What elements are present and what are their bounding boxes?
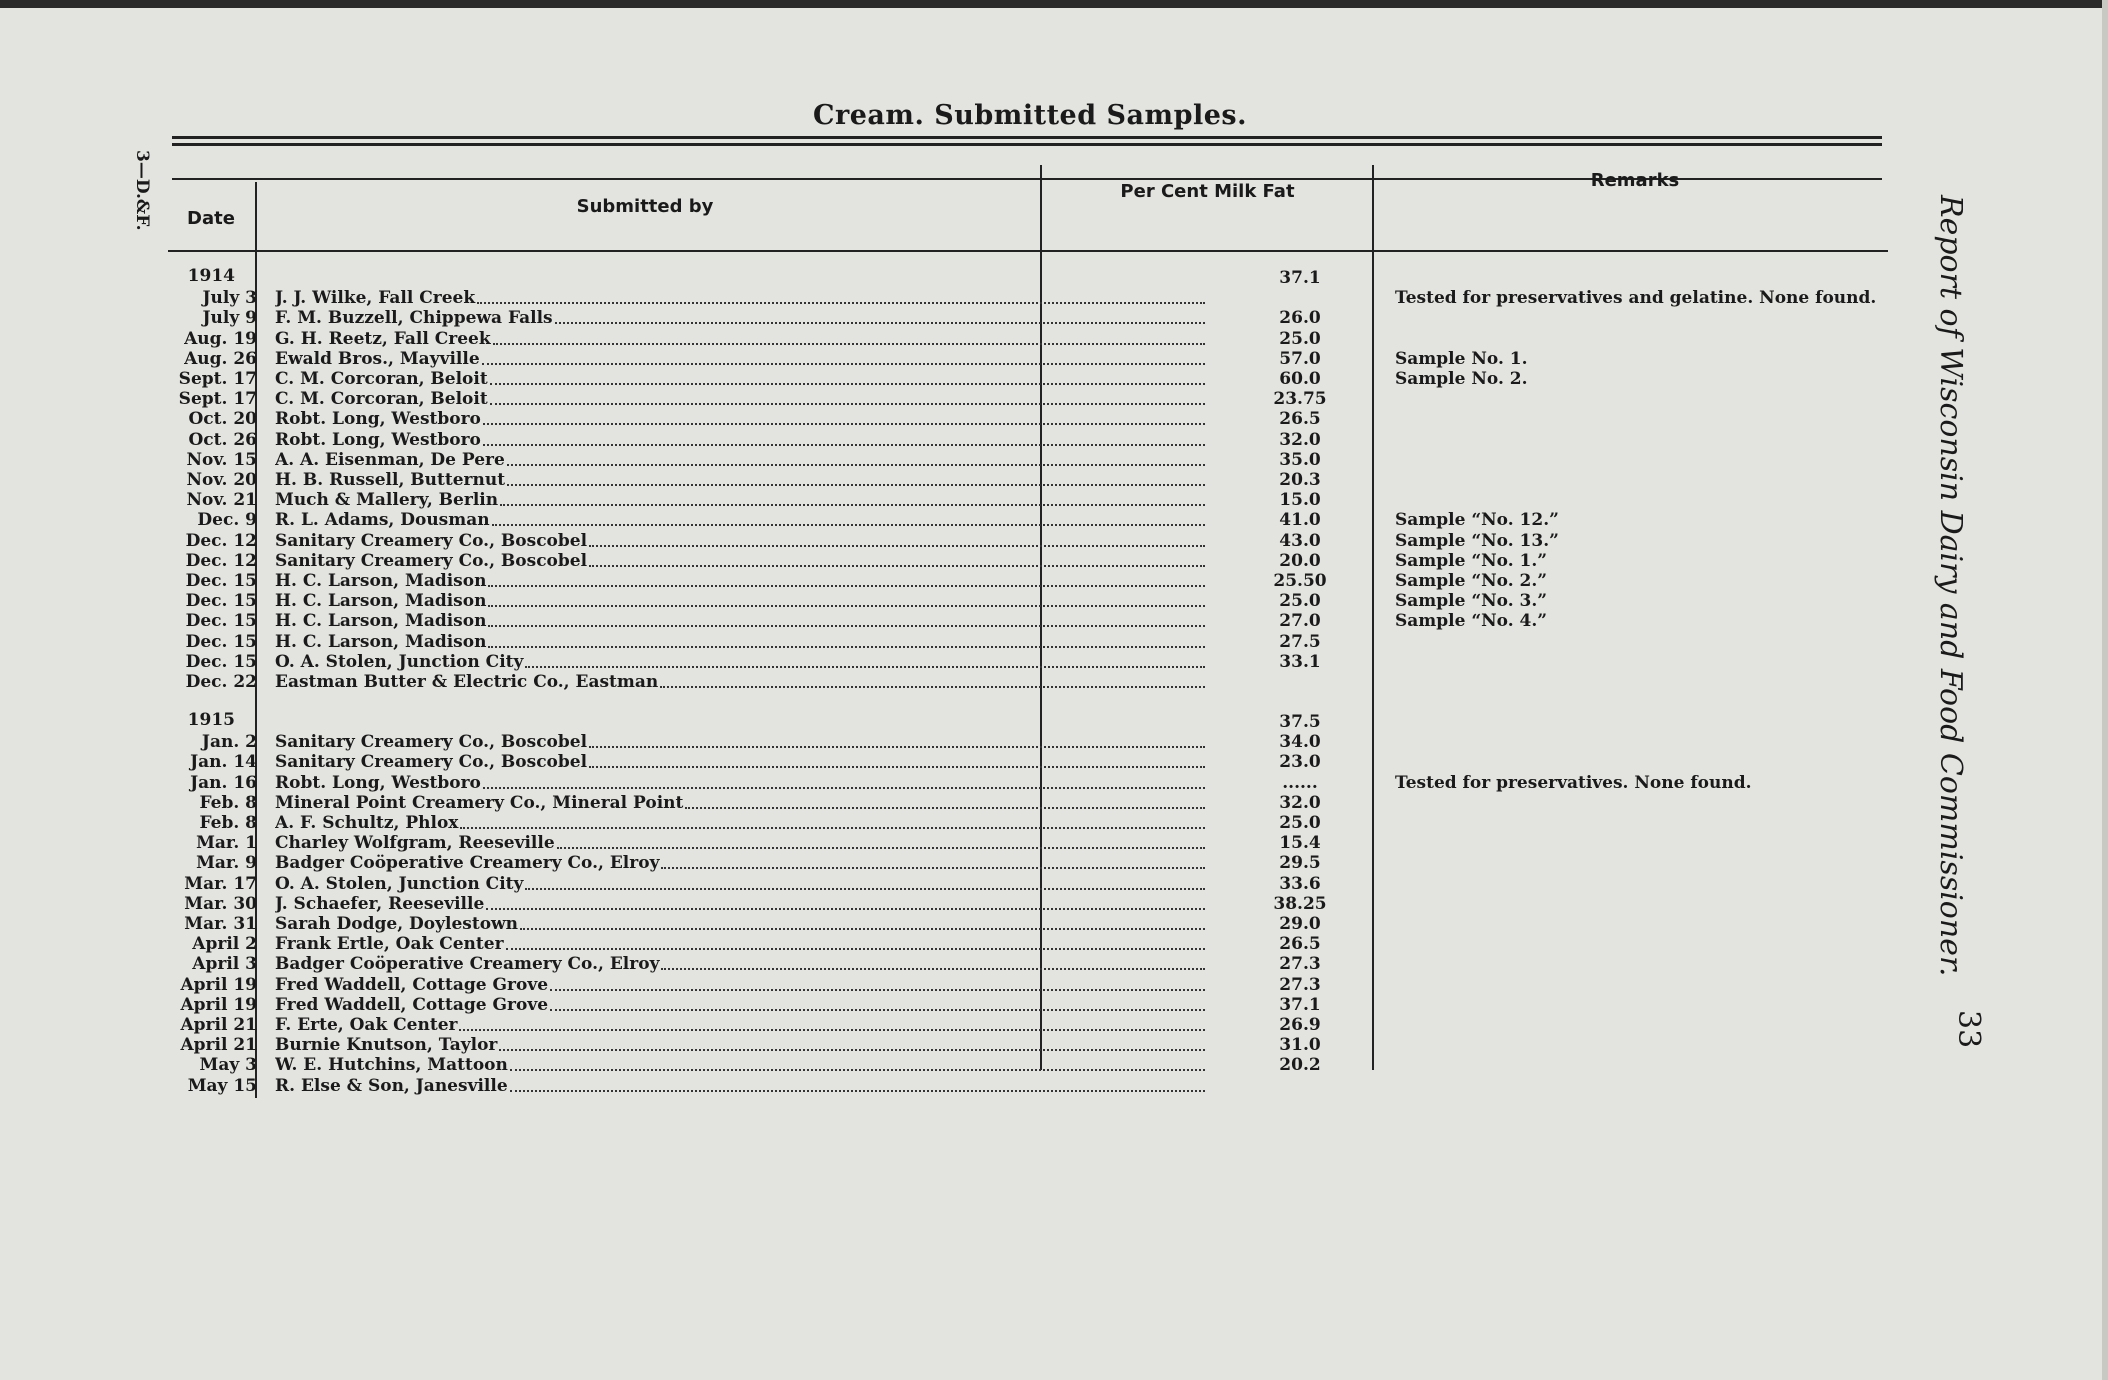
table-row [165, 995, 1905, 1015]
submitter-name: O. A. Stolen, Junction City [275, 873, 524, 894]
date-cell: Dec. 22 [185, 672, 257, 692]
dot-leader [589, 531, 1205, 547]
fat-cell: 23.75 [1273, 389, 1327, 410]
fat-cell: 34.0 [1279, 732, 1321, 753]
fat-cell: 37.1 [1279, 994, 1321, 1015]
dot-leader [486, 894, 1205, 910]
table-row [165, 954, 1905, 974]
remark-cell: Tested for preservatives. None found. [1395, 772, 1752, 793]
dot-leader [483, 430, 1205, 446]
page-title: Cream. Submitted Samples. [813, 100, 1247, 131]
submitter-cell [275, 1055, 1205, 1075]
table-row [165, 591, 1905, 611]
table-row [165, 975, 1905, 995]
dot-leader [488, 611, 1205, 627]
table-row [165, 853, 1905, 873]
fat-cell: 15.0 [1279, 490, 1321, 511]
submitter-cell [275, 894, 1205, 914]
date-cell: Feb. 8 [199, 792, 257, 813]
dot-leader [482, 349, 1205, 365]
date-cell: July 9 [202, 308, 257, 329]
date-cell: July 3 [202, 288, 257, 309]
fat-cell: 37.1 [1279, 268, 1321, 288]
submitter-name: Robt. Long, Westboro [275, 409, 481, 430]
date-cell: Aug. 26 [184, 348, 257, 369]
date-cell: Mar. 31 [184, 914, 257, 934]
dot-leader [483, 409, 1205, 425]
date-cell: Feb. 8 [199, 813, 257, 833]
submitter-name: W. E. Hutchins, Mattoon [275, 1055, 508, 1076]
date-cell: April 3 [192, 954, 257, 975]
submitter-cell [275, 672, 1205, 692]
submitter-name: Robt. Long, Westboro [275, 772, 481, 793]
fat-cell: 43.0 [1279, 530, 1321, 551]
date-cell: Dec. 12 [185, 530, 257, 551]
date-cell: Oct. 26 [188, 429, 257, 450]
table-row [165, 369, 1905, 389]
submitter-name: Ewald Bros., Mayville [275, 348, 480, 369]
dot-leader [459, 1015, 1205, 1031]
remark-cell: Sample “No. 2.” [1395, 571, 1548, 591]
table-row [165, 510, 1905, 530]
table-row [165, 531, 1905, 551]
remark-cell: Sample “No. 4.” [1395, 611, 1548, 632]
fat-cell: 27.3 [1279, 954, 1321, 975]
table-row [165, 1015, 1905, 1035]
table-row [165, 470, 1905, 490]
dot-leader [488, 632, 1205, 648]
dot-leader [520, 914, 1205, 930]
submitter-name: A. F. Schultz, Phlox [275, 813, 459, 833]
submitter-cell [275, 732, 1205, 752]
fat-cell: 35.0 [1279, 449, 1321, 470]
submitter-cell [275, 793, 1205, 813]
submitter-cell [275, 874, 1205, 894]
submitter-cell [275, 329, 1205, 349]
scan-top-edge [0, 0, 2108, 8]
table-row [165, 672, 1905, 692]
dot-leader [460, 813, 1205, 829]
dot-leader [510, 1076, 1205, 1092]
fat-cell: 25.0 [1279, 328, 1321, 349]
remark-cell: Sample “No. 3.” [1395, 591, 1548, 612]
dot-leader [490, 389, 1205, 405]
date-cell: Aug. 19 [184, 328, 257, 349]
table-row [165, 349, 1905, 369]
date-cell: Dec. 15 [185, 651, 257, 672]
table-row [165, 571, 1905, 591]
dot-leader [589, 732, 1205, 748]
fat-cell: 26.5 [1279, 409, 1321, 430]
fat-cell: 20.3 [1279, 470, 1321, 490]
submitter-name: Badger Coöperative Creamery Co., Elroy [275, 853, 660, 874]
remark-cell: Tested for preservatives and gelatine. None found. [1395, 288, 1877, 309]
submitter-cell [275, 470, 1205, 490]
dot-leader [499, 1035, 1205, 1051]
dot-leader [550, 995, 1205, 1011]
submitter-name: Sanitary Creamery Co., Boscobel [275, 530, 588, 551]
fat-cell: 57.0 [1279, 348, 1321, 369]
fat-cell: 29.5 [1279, 853, 1321, 874]
date-cell: April 19 [180, 994, 257, 1015]
date-cell: Nov. 21 [186, 490, 257, 511]
submitter-name: C. M. Corcoran, Beloit [275, 389, 488, 410]
submitter-name: J. J. Wilke, Fall Creek [275, 288, 476, 309]
date-cell: Jan. 2 [201, 732, 257, 753]
header-fat: Per Cent Milk Fat [1120, 181, 1295, 202]
header-top-rule-1 [172, 136, 1882, 139]
submitter-cell [275, 551, 1205, 571]
submitter-cell [275, 934, 1205, 954]
submitter-cell [275, 833, 1205, 853]
submitter-cell [275, 490, 1205, 510]
submitter-cell [275, 1076, 1205, 1096]
table-row [165, 490, 1905, 510]
header-top-rule-2 [172, 143, 1882, 146]
submitter-cell [275, 591, 1205, 611]
submitter-name: G. H. Reetz, Fall Creek [275, 328, 491, 349]
dot-leader [488, 571, 1205, 587]
submitter-cell [275, 510, 1205, 530]
date-cell: April 21 [180, 1035, 257, 1056]
date-cell: Nov. 15 [186, 449, 257, 470]
fat-cell: 27.3 [1279, 974, 1321, 995]
table-row [165, 914, 1905, 934]
table-row [165, 712, 1905, 732]
remark-cell: Sample “No. 1.” [1395, 550, 1548, 571]
submitter-cell [275, 571, 1205, 591]
submitter-cell [275, 409, 1205, 429]
table-row [165, 611, 1905, 631]
submitter-name: Burnie Knutson, Taylor [275, 1035, 498, 1056]
submitter-cell [275, 531, 1205, 551]
submitter-cell [275, 995, 1205, 1015]
table-row [165, 1055, 1905, 1075]
submitter-name: F. Erte, Oak Center [275, 1015, 458, 1035]
submitter-name: H. B. Russell, Butternut [275, 470, 506, 490]
fat-cell: 41.0 [1279, 510, 1321, 531]
dot-leader [500, 490, 1205, 506]
date-cell: Sept. 17 [178, 389, 257, 410]
submitter-cell [275, 954, 1205, 974]
date-cell: April 2 [192, 934, 257, 955]
fat-cell: 25.50 [1273, 571, 1327, 591]
table-row [165, 652, 1905, 672]
date-cell: Mar. 9 [196, 853, 257, 874]
submitter-name: Much & Mallery, Berlin [275, 490, 499, 511]
date-cell: May 15 [187, 1075, 257, 1096]
submitter-name: Sanitary Creamery Co., Boscobel [275, 550, 588, 571]
dot-leader [557, 833, 1205, 849]
submitter-name: Sarah Dodge, Doylestown [275, 914, 519, 934]
dot-leader [550, 975, 1205, 991]
date-cell: Sept. 17 [178, 369, 257, 389]
dot-leader [685, 793, 1205, 809]
submitter-name: Fred Waddell, Cottage Grove [275, 974, 549, 995]
remark-cell: Sample No. 1. [1395, 348, 1528, 369]
date-cell: Jan. 14 [190, 752, 257, 773]
dot-leader [589, 752, 1205, 768]
table-row [165, 551, 1905, 571]
fat-cell: 60.0 [1279, 369, 1321, 389]
dot-leader [477, 288, 1205, 304]
date-cell: Mar. 1 [196, 833, 257, 854]
table-row [165, 268, 1905, 288]
submitter-name: Mineral Point Creamery Co., Mineral Point [275, 792, 684, 813]
fat-cell: 20.2 [1279, 1055, 1321, 1076]
table-row [165, 793, 1905, 813]
submitter-cell [275, 1015, 1205, 1035]
submitter-name: Fred Waddell, Cottage Grove [275, 994, 549, 1015]
table-row [165, 1035, 1905, 1055]
dot-leader [661, 853, 1205, 869]
submitter-name: A. A. Eisenman, De Pere [275, 449, 505, 470]
header-remarks: Remarks [1590, 170, 1680, 191]
submitter-name: H. C. Larson, Madison [275, 591, 487, 612]
dot-leader [661, 954, 1205, 970]
submitter-name: F. M. Buzzell, Chippewa Falls [275, 308, 553, 329]
dot-leader [483, 773, 1205, 789]
fat-cell: 38.25 [1273, 893, 1327, 914]
submitter-cell [275, 369, 1205, 389]
fat-cell: 32.0 [1279, 792, 1321, 813]
submitter-cell [275, 389, 1205, 409]
side-label: 3—D.&F. [132, 150, 152, 231]
fat-cell: 32.0 [1279, 429, 1321, 450]
date-cell: May 3 [199, 1055, 257, 1076]
submitter-cell [275, 752, 1205, 772]
page-number: 33 [1951, 1010, 1986, 1049]
table-row [165, 752, 1905, 772]
table-row [165, 894, 1905, 914]
submitter-cell [275, 853, 1205, 873]
table-row [165, 874, 1905, 894]
dot-leader [492, 510, 1205, 526]
submitter-name: Charley Wolfgram, Reeseville [275, 833, 555, 854]
table-row [165, 813, 1905, 833]
submitter-name: C. M. Corcoran, Beloit [275, 369, 488, 389]
remark-cell: Sample “No. 13.” [1395, 530, 1559, 551]
submitter-name: H. C. Larson, Madison [275, 571, 487, 591]
date-cell: Jan. 16 [190, 772, 257, 793]
remark-cell: Sample No. 2. [1395, 369, 1528, 389]
date-cell: Dec. 15 [185, 631, 257, 652]
fat-cell: 26.0 [1279, 308, 1321, 329]
dot-leader [555, 308, 1205, 324]
submitter-cell [275, 975, 1205, 995]
submitter-cell [275, 914, 1205, 934]
fat-cell: 26.9 [1279, 1015, 1321, 1035]
dot-leader [507, 450, 1205, 466]
date-cell: April 21 [180, 1015, 257, 1035]
submitter-cell [275, 349, 1205, 369]
submitter-name: Badger Coöperative Creamery Co., Elroy [275, 954, 660, 975]
submitter-name: Sanitary Creamery Co., Boscobel [275, 732, 588, 753]
submitter-name: Sanitary Creamery Co., Boscobel [275, 752, 588, 773]
table-row [165, 329, 1905, 349]
submitter-cell [275, 813, 1205, 833]
submitter-cell [275, 288, 1205, 308]
date-cell: Dec. 12 [185, 550, 257, 571]
dot-leader [488, 591, 1205, 607]
table-row [165, 833, 1905, 853]
fat-cell: 23.0 [1279, 752, 1321, 773]
submitter-cell [275, 652, 1205, 672]
fat-cell: 20.0 [1279, 550, 1321, 571]
submitter-name: R. L. Adams, Dousman [275, 510, 490, 531]
table-row [165, 430, 1905, 450]
dot-leader [525, 874, 1205, 890]
table-row [165, 308, 1905, 328]
scan-right-edge [2102, 0, 2108, 1380]
header-bottom-rule [168, 250, 1888, 252]
dot-leader [660, 672, 1205, 688]
date-cell: Dec. 15 [185, 591, 257, 612]
submitter-name: O. A. Stolen, Junction City [275, 651, 524, 672]
submitter-cell [275, 611, 1205, 631]
submitter-cell [275, 1035, 1205, 1055]
date-cell: Dec. 15 [185, 611, 257, 632]
running-head: Report of Wisconsin Dairy and Food Commissioner. [1933, 195, 1968, 977]
fat-cell: 33.1 [1279, 651, 1321, 672]
submitter-name: Eastman Butter & Electric Co., Eastman [275, 672, 659, 692]
dot-leader [506, 934, 1205, 950]
submitter-name: Frank Ertle, Oak Center [275, 934, 504, 955]
fat-cell: 27.5 [1279, 631, 1321, 652]
dot-leader [510, 1055, 1205, 1071]
header-submitted-by: Submitted by [576, 196, 714, 217]
table-row [165, 632, 1905, 652]
table-row [165, 732, 1905, 752]
table-row [165, 773, 1905, 793]
submitter-name: R. Else & Son, Janesville [275, 1075, 508, 1096]
submitter-name: H. C. Larson, Madison [275, 611, 487, 632]
dot-leader [525, 652, 1205, 668]
header-date: Date [187, 208, 235, 229]
submitter-cell [275, 773, 1205, 793]
table-row [165, 1076, 1905, 1096]
table-row [165, 288, 1905, 308]
fat-cell: 25.0 [1279, 813, 1321, 833]
submitter-name: H. C. Larson, Madison [275, 631, 487, 652]
date-cell: Dec. 9 [197, 510, 257, 531]
year-label: 1915 [187, 710, 235, 730]
submitter-cell [275, 430, 1205, 450]
fat-cell: 26.5 [1279, 934, 1321, 955]
fat-cell: 25.0 [1279, 591, 1321, 612]
submitter-cell [275, 308, 1205, 328]
table-row [165, 450, 1905, 470]
table-row [165, 409, 1905, 429]
fat-cell: 33.6 [1279, 873, 1321, 894]
dot-leader [490, 369, 1205, 385]
fat-cell: 29.0 [1279, 914, 1321, 934]
table-row [165, 389, 1905, 409]
date-cell: Mar. 30 [184, 893, 257, 914]
submitter-cell [275, 632, 1205, 652]
remark-cell: Sample “No. 12.” [1395, 510, 1559, 531]
date-cell: Nov. 20 [186, 470, 257, 490]
date-cell: Dec. 15 [185, 571, 257, 591]
year-label: 1914 [187, 266, 235, 286]
fat-cell: 15.4 [1279, 833, 1321, 854]
submitter-name: Robt. Long, Westboro [275, 429, 481, 450]
table-row [165, 934, 1905, 954]
fat-cell: 37.5 [1279, 712, 1321, 732]
date-cell: Oct. 20 [188, 409, 257, 430]
dot-leader [493, 329, 1205, 345]
fat-cell: 31.0 [1279, 1035, 1321, 1056]
submitter-name: J. Schaefer, Reeseville [275, 893, 485, 914]
submitter-cell [275, 450, 1205, 470]
dot-leader [507, 470, 1205, 486]
fat-cell: 27.0 [1279, 611, 1321, 632]
date-cell: Mar. 17 [184, 873, 257, 894]
date-cell: April 19 [180, 974, 257, 995]
fat-cell: ...... [1282, 772, 1318, 793]
dot-leader [589, 551, 1205, 567]
